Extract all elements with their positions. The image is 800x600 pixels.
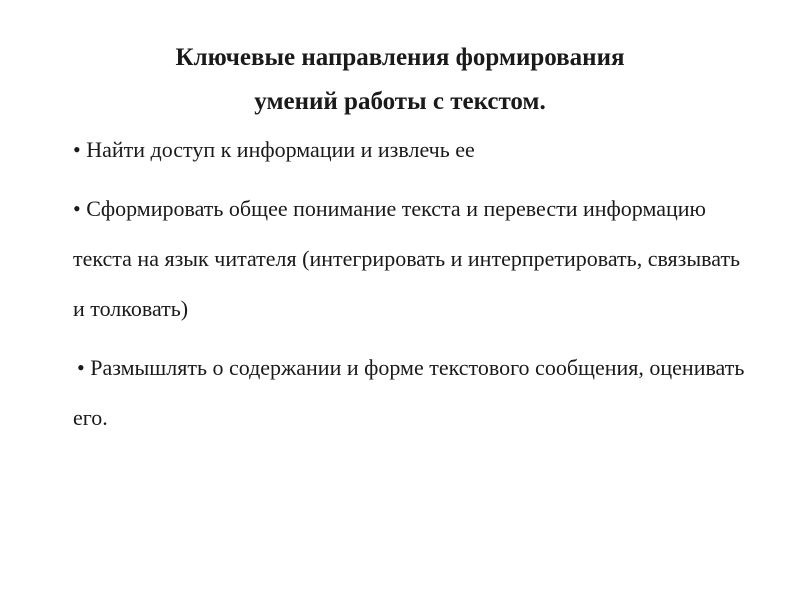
bullet-item-1 — [73, 128, 753, 172]
bullet-text-3: Размышлять о содержании и форме текстового сообщения, оценивать его. — [73, 355, 745, 430]
bullet-list — [73, 128, 753, 443]
bullet-item-3 — [73, 343, 753, 443]
bullet-dot-icon: • — [73, 137, 81, 162]
slide-title-line-2: умений работы с текстом. — [254, 88, 546, 115]
bullet-item-2 — [73, 184, 753, 334]
bullet-dot-icon: • — [77, 355, 85, 380]
slide-title — [0, 36, 800, 124]
bullet-text-2: Сформировать общее понимание текста и перевести информацию текста на язык читателя (интегрировать и интерпретировать, связывать и толковать) — [73, 196, 741, 321]
bullet-dot-icon: • — [73, 196, 81, 221]
bullet-text-1: Найти доступ к информации и извлечь ее — [86, 137, 475, 162]
slide-title-line-1: Ключевые направления формирования — [175, 44, 625, 71]
